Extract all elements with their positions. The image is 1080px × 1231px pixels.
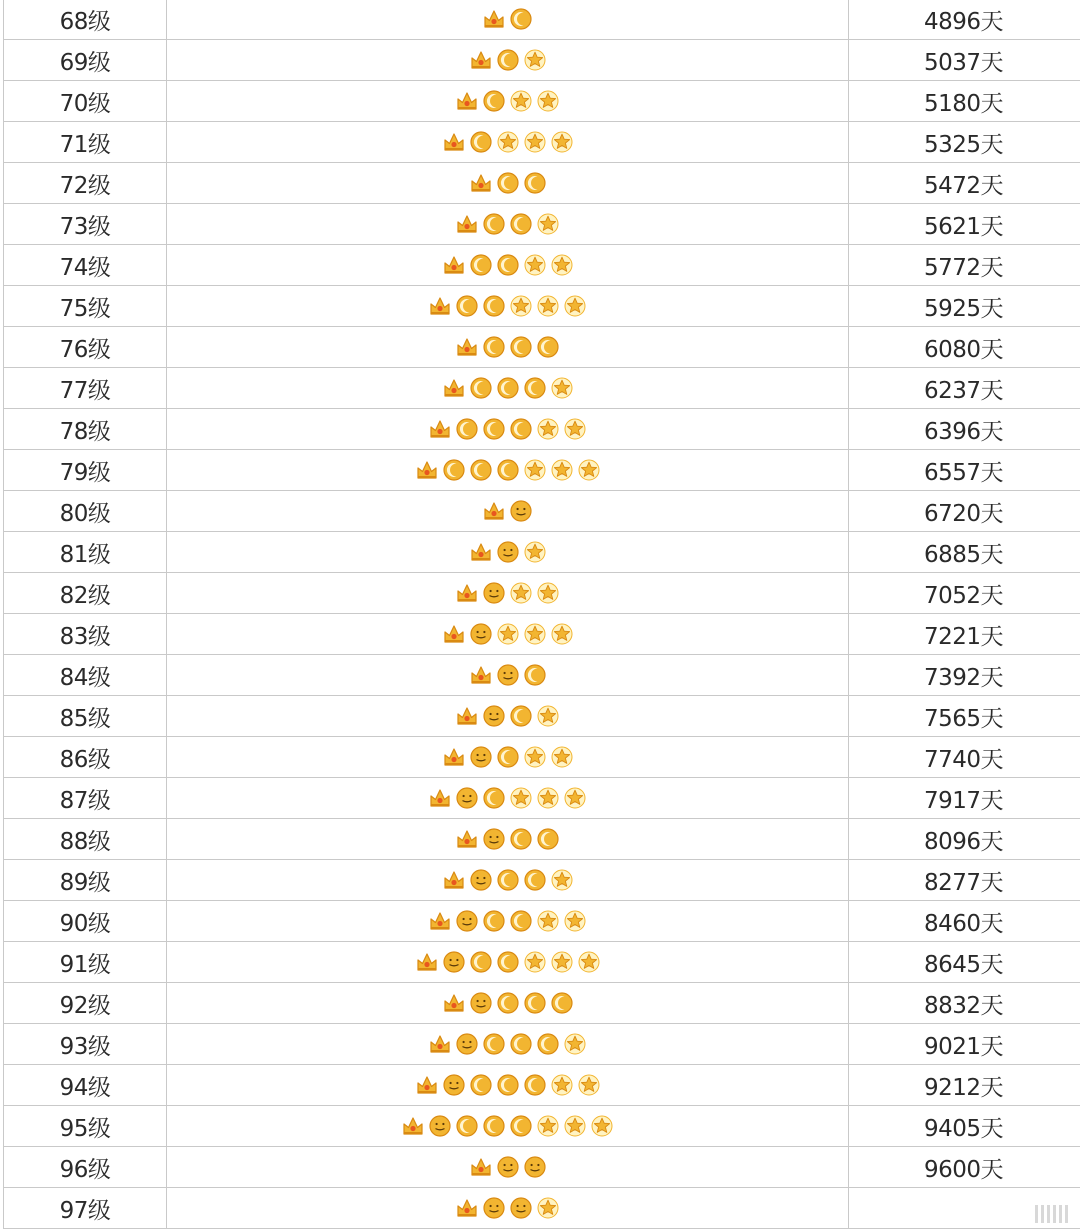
table-row (3, 819, 1080, 860)
level-cell: 92级 (3, 983, 167, 1023)
moon-icon (469, 1073, 493, 1097)
table-row (3, 1147, 1080, 1188)
table-row (3, 737, 1080, 778)
moon-icon (482, 1032, 506, 1056)
badge-cell (167, 327, 849, 367)
table-row (3, 450, 1080, 491)
moon-icon (550, 991, 574, 1015)
days-cell: 5772天 (924, 254, 1004, 281)
sun-icon (455, 1032, 479, 1056)
table-row (3, 901, 1080, 942)
moon-icon (455, 294, 479, 318)
badge-cell (167, 942, 849, 982)
level-cell: 70级 (3, 81, 167, 121)
sun-icon (496, 663, 520, 687)
star-icon (563, 294, 587, 318)
level-cell: 72级 (3, 163, 167, 203)
days-cell: 9021天 (924, 1033, 1004, 1060)
moon-icon (455, 417, 479, 441)
badge-cell (167, 286, 849, 326)
days-cell: 6396天 (924, 418, 1004, 445)
moon-icon (482, 89, 506, 113)
days-cell: 7740天 (924, 746, 1004, 773)
days-cell: 7392天 (924, 664, 1004, 691)
moon-icon (496, 745, 520, 769)
star-icon (550, 745, 574, 769)
badge-icons (442, 745, 574, 769)
level-cell: 84级 (3, 655, 167, 695)
star-icon (550, 868, 574, 892)
badge-cell (167, 696, 849, 736)
moon-icon (536, 827, 560, 851)
crown-icon (442, 253, 466, 277)
badge-icons (482, 499, 533, 523)
badge-icons (415, 1073, 601, 1097)
badge-cell (167, 1065, 849, 1105)
moon-icon (509, 417, 533, 441)
moon-icon (482, 417, 506, 441)
badge-cell (167, 1147, 849, 1187)
badge-icons (482, 7, 533, 31)
moon-icon (496, 48, 520, 72)
crown-icon (482, 7, 506, 31)
moon-icon (509, 1032, 533, 1056)
level-cell: 69级 (3, 40, 167, 80)
badge-cell (167, 901, 849, 941)
badge-cell (167, 778, 849, 818)
days-cell: 5325天 (924, 131, 1004, 158)
days-cell: 9212天 (924, 1074, 1004, 1101)
days-cell: 6080天 (924, 336, 1004, 363)
badge-icons (455, 827, 560, 851)
badge-cell (167, 245, 849, 285)
moon-icon (482, 786, 506, 810)
badge-icons (455, 704, 560, 728)
table-row (3, 1188, 1080, 1229)
star-icon (496, 622, 520, 646)
moon-icon (509, 212, 533, 236)
badge-icons (428, 417, 587, 441)
crown-icon (442, 991, 466, 1015)
moon-icon (469, 950, 493, 974)
badge-icons (455, 89, 560, 113)
crown-icon (428, 294, 452, 318)
badge-cell (167, 614, 849, 654)
star-icon (523, 540, 547, 564)
crown-icon (455, 335, 479, 359)
table-row (3, 1106, 1080, 1147)
sun-icon (482, 1196, 506, 1220)
sun-icon (496, 1155, 520, 1179)
badge-cell (167, 409, 849, 449)
moon-icon (523, 171, 547, 195)
crown-icon (455, 212, 479, 236)
sun-icon (482, 827, 506, 851)
table-body (3, 0, 1080, 1229)
star-icon (509, 786, 533, 810)
level-cell: 77级 (3, 368, 167, 408)
days-cell: 8096天 (924, 828, 1004, 855)
badge-icons (442, 130, 574, 154)
days-cell: 6557天 (924, 459, 1004, 486)
badge-cell (167, 532, 849, 572)
moon-icon (496, 171, 520, 195)
star-icon (536, 212, 560, 236)
days-cell: 6885天 (924, 541, 1004, 568)
table-row (3, 983, 1080, 1024)
crown-icon (455, 581, 479, 605)
star-icon (550, 950, 574, 974)
badge-icons (401, 1114, 614, 1138)
crown-icon (469, 48, 493, 72)
crown-icon (469, 663, 493, 687)
badge-cell (167, 819, 849, 859)
level-cell: 82级 (3, 573, 167, 613)
days-cell: 5472天 (924, 172, 1004, 199)
crown-icon (455, 827, 479, 851)
badge-cell (167, 368, 849, 408)
moon-icon (496, 950, 520, 974)
table-row (3, 327, 1080, 368)
crown-icon (442, 868, 466, 892)
moon-icon (523, 663, 547, 687)
star-icon (509, 89, 533, 113)
moon-icon (469, 130, 493, 154)
badge-cell (167, 204, 849, 244)
moon-icon (509, 335, 533, 359)
moon-icon (496, 1073, 520, 1097)
moon-icon (482, 1114, 506, 1138)
crown-icon (469, 171, 493, 195)
star-icon (550, 1073, 574, 1097)
table-row (3, 778, 1080, 819)
level-cell: 89级 (3, 860, 167, 900)
badge-icons (469, 48, 547, 72)
badge-cell (167, 450, 849, 490)
star-icon (523, 745, 547, 769)
table-row (3, 204, 1080, 245)
days-cell: 8460天 (924, 910, 1004, 937)
sun-icon (428, 1114, 452, 1138)
days-cell: 6237天 (924, 377, 1004, 404)
moon-icon (536, 335, 560, 359)
table-row (3, 532, 1080, 573)
crown-icon (415, 458, 439, 482)
crown-icon (442, 376, 466, 400)
moon-icon (482, 909, 506, 933)
sun-icon (469, 745, 493, 769)
sun-icon (509, 1196, 533, 1220)
moon-icon (536, 1032, 560, 1056)
star-icon (536, 1196, 560, 1220)
table-row (3, 40, 1080, 81)
star-icon (550, 130, 574, 154)
level-cell: 68级 (3, 0, 167, 39)
badge-cell (167, 122, 849, 162)
badge-cell (167, 655, 849, 695)
table-row (3, 0, 1080, 40)
days-cell: 4896天 (924, 8, 1004, 35)
days-cell: 9600天 (924, 1156, 1004, 1183)
table-row (3, 1024, 1080, 1065)
moon-icon (469, 376, 493, 400)
table-row (3, 1065, 1080, 1106)
badge-icons (442, 253, 574, 277)
sun-icon (482, 704, 506, 728)
badge-icons (442, 622, 574, 646)
level-cell: 87级 (3, 778, 167, 818)
days-cell: 5925天 (924, 295, 1004, 322)
level-cell: 81级 (3, 532, 167, 572)
star-icon (590, 1114, 614, 1138)
crown-icon (428, 909, 452, 933)
moon-icon (482, 212, 506, 236)
star-icon (536, 294, 560, 318)
moon-icon (523, 991, 547, 1015)
sun-icon (469, 622, 493, 646)
table-row (3, 573, 1080, 614)
badge-icons (469, 540, 547, 564)
level-cell: 95级 (3, 1106, 167, 1146)
star-icon (577, 458, 601, 482)
days-cell: 5180天 (924, 90, 1004, 117)
star-icon (536, 417, 560, 441)
days-cell: 5621天 (924, 213, 1004, 240)
level-cell: 88级 (3, 819, 167, 859)
level-cell: 93级 (3, 1024, 167, 1064)
star-icon (536, 581, 560, 605)
sun-icon (523, 1155, 547, 1179)
moon-icon (509, 1114, 533, 1138)
sun-icon (469, 868, 493, 892)
level-cell: 78级 (3, 409, 167, 449)
moon-icon (523, 376, 547, 400)
sun-icon (482, 581, 506, 605)
days-cell: 8832天 (924, 992, 1004, 1019)
badge-icons (428, 1032, 587, 1056)
sun-icon (442, 950, 466, 974)
level-cell: 96级 (3, 1147, 167, 1187)
star-icon (563, 1114, 587, 1138)
moon-icon (509, 704, 533, 728)
moon-icon (496, 991, 520, 1015)
moon-icon (482, 335, 506, 359)
crown-icon (455, 89, 479, 113)
crown-icon (442, 622, 466, 646)
star-icon (550, 253, 574, 277)
level-cell: 90级 (3, 901, 167, 941)
moon-icon (469, 253, 493, 277)
moon-icon (469, 458, 493, 482)
table-row (3, 942, 1080, 983)
moon-icon (496, 376, 520, 400)
level-cell: 83级 (3, 614, 167, 654)
star-icon (550, 458, 574, 482)
level-cell: 91级 (3, 942, 167, 982)
sun-icon (496, 540, 520, 564)
level-cell: 80级 (3, 491, 167, 531)
crown-icon (401, 1114, 425, 1138)
crown-icon (455, 1196, 479, 1220)
level-table (3, 0, 1080, 1229)
star-icon (536, 89, 560, 113)
days-cell: 5037天 (924, 49, 1004, 76)
badge-cell (167, 81, 849, 121)
badge-cell (167, 163, 849, 203)
level-cell: 97级 (3, 1188, 167, 1228)
table-row (3, 491, 1080, 532)
moon-icon (496, 458, 520, 482)
moon-icon (455, 1114, 479, 1138)
days-cell: 8277天 (924, 869, 1004, 896)
sun-icon (469, 991, 493, 1015)
star-icon (536, 1114, 560, 1138)
star-icon (523, 130, 547, 154)
badge-cell (167, 860, 849, 900)
badge-cell (167, 983, 849, 1023)
star-icon (536, 909, 560, 933)
star-icon (550, 376, 574, 400)
badge-icons (469, 663, 547, 687)
star-icon (563, 786, 587, 810)
crown-icon (442, 745, 466, 769)
badge-icons (415, 950, 601, 974)
level-cell: 94级 (3, 1065, 167, 1105)
badge-icons (455, 335, 560, 359)
badge-cell (167, 1188, 849, 1228)
badge-icons (428, 294, 587, 318)
moon-icon (509, 909, 533, 933)
badge-icons (469, 1155, 547, 1179)
crown-icon (482, 499, 506, 523)
star-icon (523, 458, 547, 482)
days-cell: 7917天 (924, 787, 1004, 814)
badge-cell (167, 573, 849, 613)
badge-icons (442, 991, 574, 1015)
star-icon (550, 622, 574, 646)
moon-icon (509, 7, 533, 31)
star-icon (509, 581, 533, 605)
moon-icon (523, 1073, 547, 1097)
badge-icons (415, 458, 601, 482)
table-row (3, 655, 1080, 696)
level-cell: 79级 (3, 450, 167, 490)
level-cell: 86级 (3, 737, 167, 777)
table-row (3, 696, 1080, 737)
level-cell: 75级 (3, 286, 167, 326)
moon-icon (496, 868, 520, 892)
badge-cell (167, 0, 849, 39)
star-icon (563, 909, 587, 933)
moon-icon (482, 294, 506, 318)
moon-icon (523, 868, 547, 892)
star-icon (536, 786, 560, 810)
star-icon (523, 253, 547, 277)
moon-icon (509, 827, 533, 851)
level-cell: 73级 (3, 204, 167, 244)
crown-icon (428, 786, 452, 810)
badge-cell (167, 491, 849, 531)
star-icon (509, 294, 533, 318)
table-row (3, 286, 1080, 327)
star-icon (563, 417, 587, 441)
sun-icon (509, 499, 533, 523)
star-icon (496, 130, 520, 154)
table-row (3, 81, 1080, 122)
level-cell: 71级 (3, 122, 167, 162)
table-row (3, 409, 1080, 450)
sun-icon (455, 909, 479, 933)
badge-cell (167, 1106, 849, 1146)
crown-icon (415, 950, 439, 974)
badge-cell (167, 1024, 849, 1064)
table-row (3, 614, 1080, 655)
days-cell: 7052天 (924, 582, 1004, 609)
moon-icon (442, 458, 466, 482)
badge-icons (428, 786, 587, 810)
crown-icon (469, 540, 493, 564)
table-row (3, 122, 1080, 163)
days-cell: 7221天 (924, 623, 1004, 650)
crown-icon (428, 1032, 452, 1056)
badge-cell (167, 737, 849, 777)
crown-icon (428, 417, 452, 441)
days-cell: 7565天 (924, 705, 1004, 732)
star-icon (523, 950, 547, 974)
star-icon (536, 704, 560, 728)
star-icon (523, 622, 547, 646)
star-icon (577, 950, 601, 974)
badge-icons (428, 909, 587, 933)
star-icon (523, 48, 547, 72)
badge-icons (442, 868, 574, 892)
level-cell: 76级 (3, 327, 167, 367)
star-icon (577, 1073, 601, 1097)
table-row (3, 368, 1080, 409)
sun-icon (455, 786, 479, 810)
table-row (3, 245, 1080, 286)
badge-cell (167, 40, 849, 80)
table-row (3, 163, 1080, 204)
days-cell: 6720天 (924, 500, 1004, 527)
sun-icon (442, 1073, 466, 1097)
crown-icon (455, 704, 479, 728)
badge-icons (442, 376, 574, 400)
star-icon (563, 1032, 587, 1056)
moon-icon (496, 253, 520, 277)
crown-icon (442, 130, 466, 154)
crown-icon (469, 1155, 493, 1179)
crown-icon (415, 1073, 439, 1097)
watermark (1035, 1205, 1068, 1223)
days-cell: 8645天 (924, 951, 1004, 978)
badge-icons (455, 1196, 560, 1220)
badge-icons (455, 212, 560, 236)
badge-icons (469, 171, 547, 195)
level-cell: 74级 (3, 245, 167, 285)
badge-icons (455, 581, 560, 605)
level-cell: 85级 (3, 696, 167, 736)
days-cell: 9405天 (924, 1115, 1004, 1142)
table-row (3, 860, 1080, 901)
